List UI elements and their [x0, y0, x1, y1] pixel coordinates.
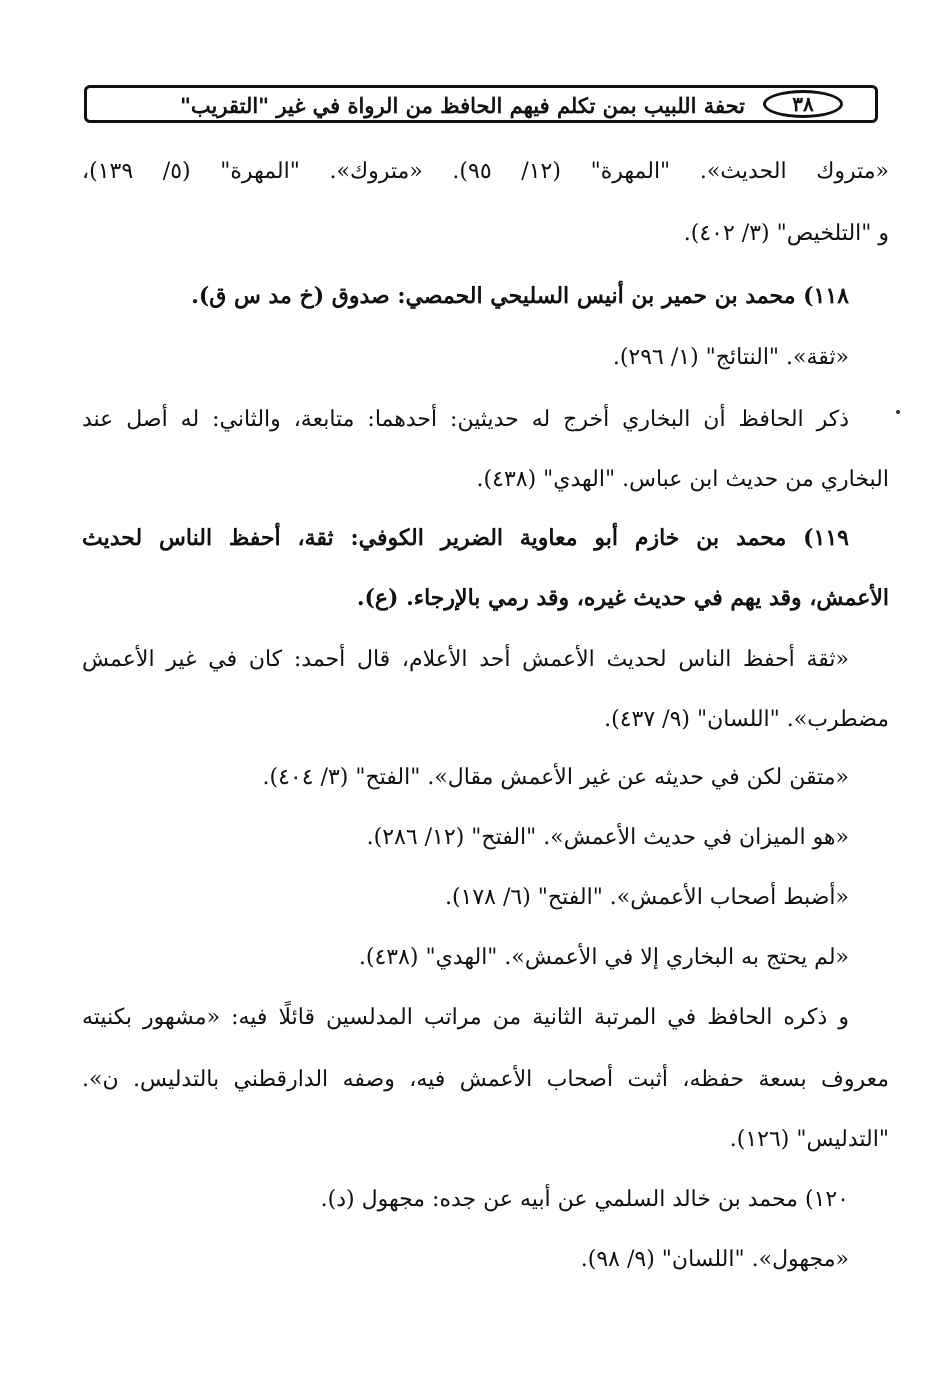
text-line: «متقن لكن في حديثه عن غير الأعمش مقال». "الفتح" (٣/ ٤٠٤). — [262, 765, 849, 790]
margin-dot — [896, 410, 900, 414]
text-line: «متروك الحديث». "المهرة" (١٢/ ٩٥). «متروك». "المهرة" (٥/ ١٣٩)، — [82, 159, 889, 184]
text-line: "التدليس" (١٢٦). — [729, 1127, 889, 1152]
text-line: «ثقة أحفظ الناس لحديث الأعمش أحد الأعلام، قال أحمد: كان في غير الأعمش — [82, 647, 849, 672]
text-line: معروف بسعة حفظه، أثبت أصحاب الأعمش فيه، وصفه الدارقطني بالتدليس. ن». — [82, 1067, 889, 1092]
entry-120-heading: ١٢٠) محمد بن خالد السلمي عن أبيه عن جده: مجهول (د). — [320, 1187, 849, 1212]
text-line: «أضبط أصحاب الأعمش». "الفتح" (٦/ ١٧٨). — [444, 885, 849, 910]
text-line: ذكر الحافظ أن البخاري أخرج له حديثين: أحدهما: متابعة، والثاني: له أصل عند — [82, 407, 849, 432]
text-line: «هو الميزان في حديث الأعمش». "الفتح" (١٢/ ٢٨٦). — [366, 825, 849, 850]
book-title: تحفة اللبيب بمن تكلم فيهم الحافظ من الرواة في غير "التقريب" — [179, 93, 745, 118]
text-line: «ثقة». "النتائج" (١/ ٢٩٦). — [612, 345, 849, 370]
entry-118-heading: ١١٨) محمد بن حمير بن أنيس السليحي الحمصي: صدوق (خ مد س ق). — [191, 283, 849, 309]
page-number: ٣٨ — [763, 90, 843, 118]
text-line: «لم يحتج به البخاري إلا في الأعمش». "الهدي" (٤٣٨). — [358, 945, 849, 970]
text-line: مضطرب». "اللسان" (٩/ ٤٣٧). — [604, 707, 889, 732]
text-line: و "التلخيص" (٣/ ٤٠٢). — [683, 221, 889, 246]
text-line: «مجهول». "اللسان" (٩/ ٩٨). — [580, 1247, 849, 1272]
running-header — [84, 85, 878, 123]
text-line: و ذكره الحافظ في المرتبة الثانية من مراتب المدلسين قائلًا فيه: «مشهور بكنيته — [82, 1005, 849, 1030]
text-line: البخاري من حديث ابن عباس. "الهدي" (٤٣٨). — [476, 467, 889, 492]
text-line: الأعمش، وقد يهم في حديث غيره، وقد رمي بالإرجاء. (ع). — [356, 585, 889, 611]
entry-119-heading: ١١٩) محمد بن خازم أبو معاوية الضرير الكوفي: ثقة، أحفظ الناس لحديث — [82, 525, 849, 551]
